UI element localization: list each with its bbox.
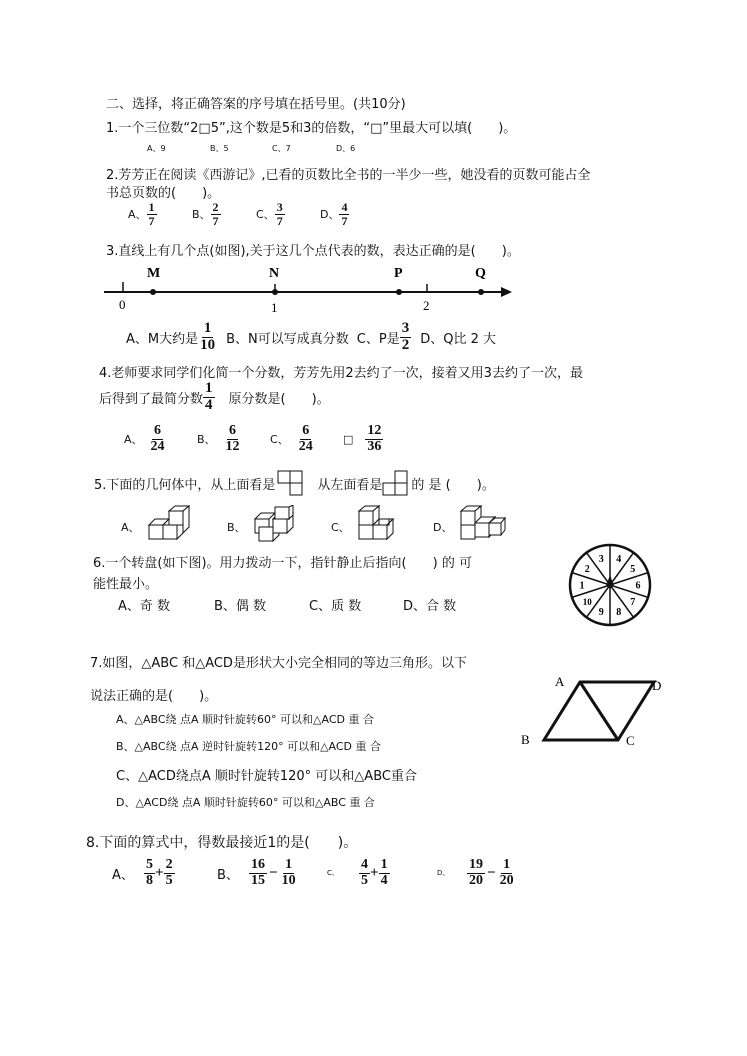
tick-2: 2 [423,298,430,313]
q8-option-b: B、 $\frac{16}{15}$ − $\frac{1}{10}$ [217,857,296,888]
q3-option-c: C、P是 [356,331,400,347]
q5-option-d-cubes-icon [459,505,507,545]
q7-option-c: C、△ACD绕点A 顺时针旋转120° 可以和△ABC重合 [116,769,417,784]
q4-option-a: A、 $\frac{6}{24}$ [124,423,165,454]
triangles-figure [518,670,668,752]
question-2-line2: 书总页数的( )。 [106,186,221,201]
q7-option-b: B、△ABC绕 点A 逆时针旋转120° 可以和△ACD 重 合 [116,740,382,753]
question-7-line1: 7.如图，△ABC 和△ACD是形状大小完全相同的等边三角形。以下 [90,656,467,671]
q8-option-d: D、 $\frac{19}{20}$ − $\frac{1}{20}$ [437,857,514,888]
wheel-divider [610,573,648,585]
tick-0: 0 [119,297,126,312]
q6-option-b: B、偶 数 [214,599,267,614]
label-n: N [269,266,280,281]
q6-option-d: D、合 数 [403,599,457,614]
q6-option-a: A、奇 数 [118,599,171,614]
q5-option-b-label: B、 [227,521,246,534]
q4-simplest-fraction: $\frac{1}{4}$ [205,380,213,413]
q4-options [124,424,416,454]
diagonal-ac [580,682,618,740]
q4-option-d: □ $\frac{12}{36}$ [343,423,382,454]
wheel-divider [610,585,648,597]
q3-options [126,321,496,354]
wheel-divider [572,585,610,597]
wheel-number: 10 [582,597,592,607]
vertex-c: C [626,733,635,748]
wheel-number: 3 [598,553,604,565]
vertex-d: D [652,678,662,693]
wheel-number: 9 [598,607,604,619]
q4-option-b: B、 $\frac{6}{12}$ [197,423,240,454]
q2-option-d: D、 $\frac{4}{7}$ [320,200,348,228]
label-q: Q [475,266,486,281]
q5-option-d-label: D、 [433,521,453,534]
spinner-wheel [567,542,653,628]
label-p: P [394,266,403,281]
question-6-line1: 6.一个转盘(如下图)。用力拨动一下，指针静止后指向( ) 的 可 [93,556,472,571]
q8-options [112,858,547,888]
point-p [396,289,402,295]
number-line-arrow [501,287,512,297]
wheel-number: 7 [630,597,636,608]
wheel-number: 2 [584,564,590,575]
q3-option-c-fraction: $\frac{3}{2}$ [401,320,410,353]
number-line-figure [100,260,520,320]
q5-option-c-label: C、 [331,521,350,534]
q1-option-a: A、9 [147,144,166,153]
q3-option-d: D、Q比 2 大 [420,331,496,347]
pointer-hub [608,584,613,589]
q8-option-c: C、 $\frac{4}{5}$ + $\frac{1}{4}$ [327,857,388,888]
question-3-text: 3.直线上有几个点(如图),关于这几个点代表的数，表达正确的是( )。 [106,244,520,259]
q7-option-a: A、△ABC绕 点A 顺时针旋转60° 可以和△ACD 重 合 [116,713,374,726]
q8-option-a: A、 $\frac{5}{8}$ + $\frac{2}{5}$ [112,857,173,888]
q2-option-b: B、 $\frac{2}{7}$ [192,200,219,228]
question-4-line2: 后得到了最简分数 $\frac{1}{4}$ 原分数是( )。 [99,380,330,413]
q1-option-d: D、6 [336,144,356,153]
q5-option-a-label: A、 [121,521,140,534]
vertex-b: B [521,732,530,747]
section-title: 二、选择，将正确答案的序号填在括号里。(共10分) [106,97,406,112]
question-7-line2: 说法正确的是( )。 [90,689,218,704]
wheel-divider [572,573,610,585]
wheel-number: 5 [630,564,636,575]
q1-option-c: C、7 [272,144,291,153]
q5-option-c-cubes-icon [357,505,405,545]
q2-option-a: A、 $\frac{1}{7}$ [128,200,155,228]
wheel-number: 1 [579,580,585,592]
question-2-line1: 2.芳芳正在阅读《西游记》,已看的页数比全书的一半少一些，她没看的页数可能占全 [106,168,591,183]
wheel-number: 4 [616,553,622,565]
q2-option-c: C、 $\frac{3}{7}$ [256,200,283,228]
q3-option-a-fraction: $\frac{1}{10}$ [200,320,216,353]
label-m: M [147,266,161,281]
question-5-text: 5.下面的几何体中，从上面看是 从左面看是 的 是 ( )。 [94,470,495,496]
q3-option-b: B、N可以写成真分数 [226,331,349,347]
question-1-text: 1.一个三位数“2□5”,这个数是5和3的倍数，“□”里最大可以填( )。 [106,121,517,136]
wheel-number: 6 [635,580,641,592]
left-view-icon [382,470,408,496]
point-q [478,289,484,295]
tick-1: 1 [271,300,278,315]
point-n [272,289,278,295]
question-4-line1: 4.老师要求同学们化简一个分数，芳芳先用2去约了一次，接着又用3去约了一次，最 [99,366,583,381]
wheel-number: 8 [616,607,622,619]
question-6-line2: 能性最小。 [93,577,159,592]
q6-option-c: C、质 数 [309,599,362,614]
q3-option-a: A、M大约是 [126,331,199,347]
vertex-a: A [555,674,565,689]
top-view-icon [277,470,303,496]
q2-options [128,201,384,227]
q7-option-d: D、△ACD绕 点A 顺时针旋转60° 可以和△ABC 重 合 [116,796,375,809]
question-8-text: 8.下面的算式中，得数最接近1的是( )。 [86,835,358,851]
q1-option-b: B、5 [210,144,229,153]
q5-option-b-cubes-icon [253,505,301,545]
q4-option-c: C、 $\frac{6}{24}$ [270,423,313,454]
point-m [150,289,156,295]
q5-option-a-cubes-icon [147,505,195,545]
